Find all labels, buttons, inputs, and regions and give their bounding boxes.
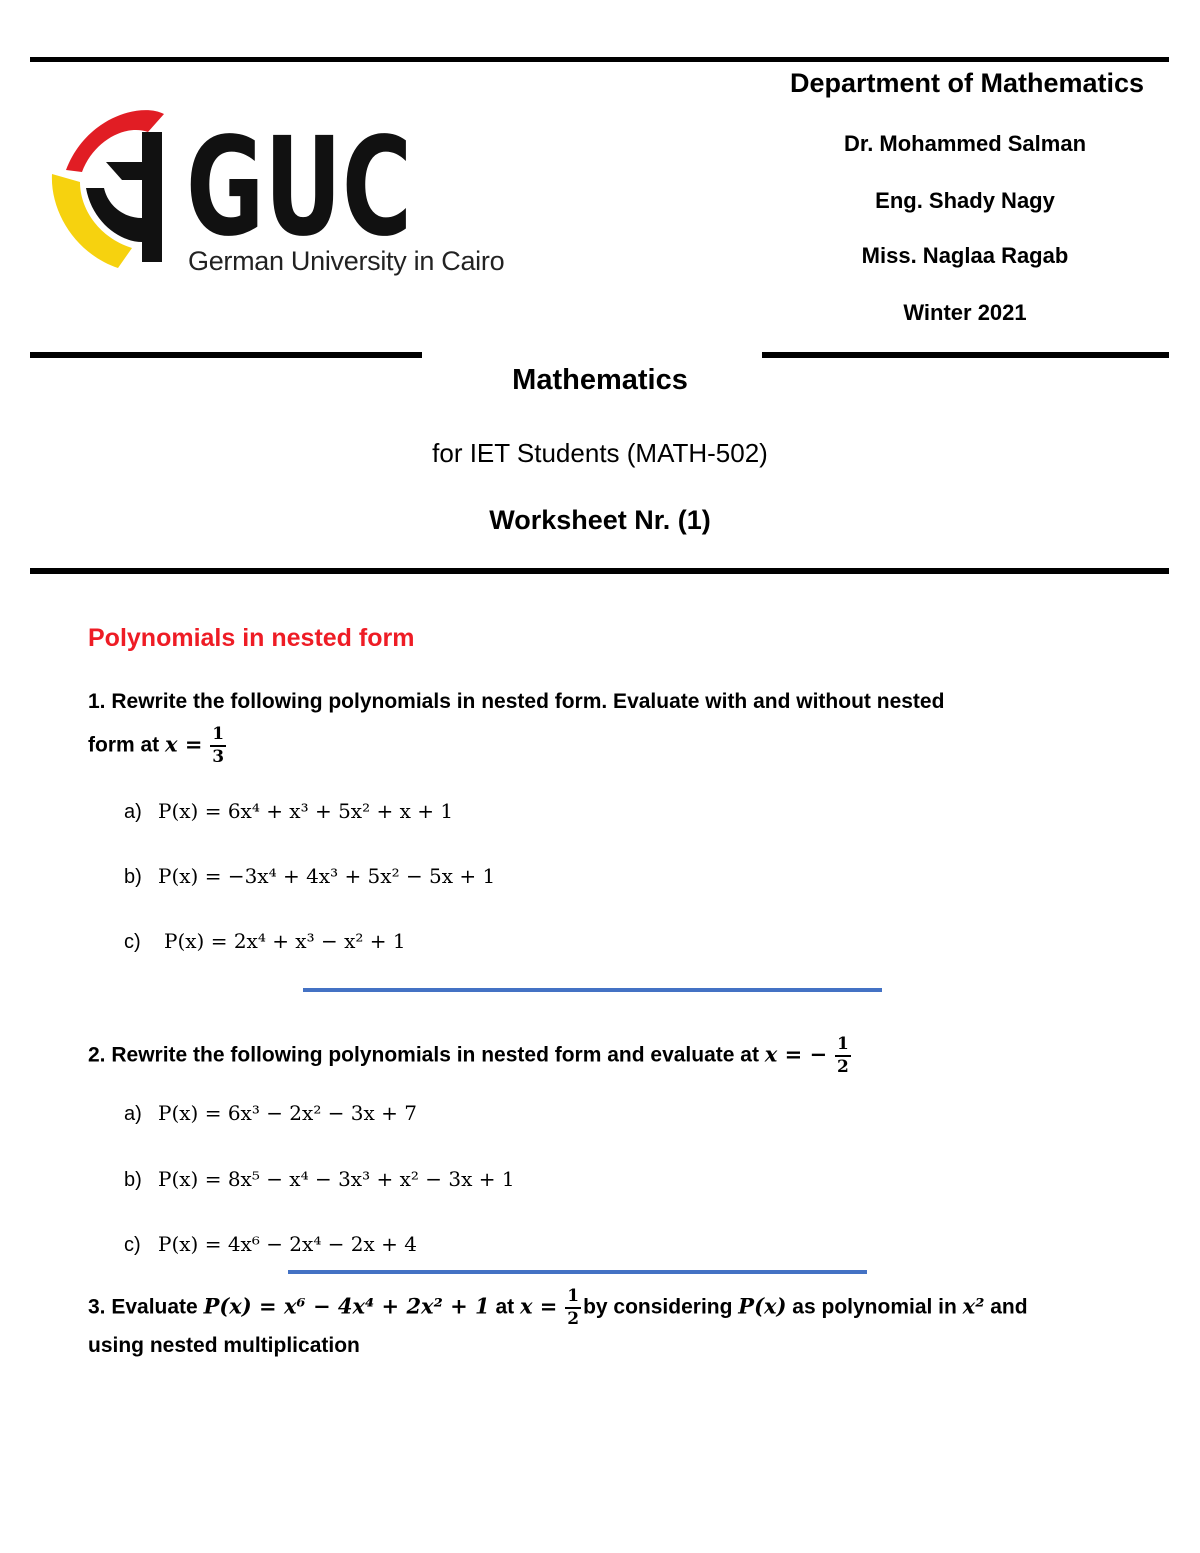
question-3-text-c: by considering <box>583 1295 739 1319</box>
term-label: Winter 2021 <box>903 300 1027 325</box>
question-2-item-b <box>124 1167 515 1192</box>
item-expression: P(x) = 6x³ − 2x² − 3x + 7 <box>158 1101 418 1125</box>
staff-name-1: Dr. Mohammed Salman <box>843 131 1087 156</box>
section-heading: Polynomials in nested form <box>88 624 415 652</box>
item-expression: P(x) = 6x⁴ + x³ + 5x² + x + 1 <box>158 799 454 823</box>
question-3-text-d: as polynomial in <box>786 1295 963 1319</box>
item-label: a) <box>124 801 142 823</box>
mid-rule-left <box>30 352 422 358</box>
question-1-math: x = <box>165 731 203 757</box>
question-2-fraction <box>835 1036 851 1076</box>
bottom-header-rule <box>30 568 1169 574</box>
item-label: a) <box>124 1103 142 1125</box>
question-3-text-b: at <box>489 1295 520 1319</box>
staff-name-2: Eng. Shady Nagy <box>875 188 1055 213</box>
question-1-line-2 <box>88 726 228 766</box>
question-1-line-1: 1. Rewrite the following polynomials in nested form. Evaluate with and without nested <box>88 690 945 713</box>
department-title: Department of Mathematics <box>789 68 1145 98</box>
question-2-item-c <box>124 1232 417 1257</box>
subject-title: Mathematics <box>512 364 688 396</box>
item-expression: P(x) = 8x⁵ − x⁴ − 3x³ + x² − 3x + 1 <box>158 1167 515 1191</box>
item-expression: P(x) = −3x⁴ + 4x³ + 5x² − 5x + 1 <box>158 864 496 888</box>
logo-wordmark: GUC <box>186 109 412 267</box>
fraction-numerator: 1 <box>565 1288 581 1309</box>
fraction-denominator: 2 <box>567 1309 580 1329</box>
course-title: for IET Students (MATH-502) <box>432 438 768 468</box>
fraction-denominator: 2 <box>836 1057 849 1077</box>
question-3-math-x2: x² <box>962 1293 985 1319</box>
separator-rule-1 <box>303 988 882 992</box>
question-3-fraction <box>565 1288 581 1328</box>
item-expression: P(x) = 2x⁴ + x³ − x² + 1 <box>164 929 406 953</box>
question-3-text-e: and <box>984 1295 1028 1319</box>
question-3-line-1 <box>88 1288 1028 1328</box>
question-3-math-p: P(x) <box>738 1293 787 1319</box>
item-label: b) <box>124 1169 142 1191</box>
question-3-line-2: using nested multiplication <box>88 1334 360 1357</box>
fraction-denominator: 3 <box>212 747 225 767</box>
top-rule <box>30 57 1169 62</box>
question-1-item-c <box>124 929 406 954</box>
item-label: c) <box>124 1234 141 1256</box>
question-1-item-a <box>124 799 453 824</box>
question-3-math-x: x = <box>519 1293 558 1319</box>
fraction-numerator: 1 <box>835 1036 851 1057</box>
separator-rule-2 <box>288 1270 867 1274</box>
question-2-text: 2. Rewrite the following polynomials in nested form and evaluate at <box>88 1043 765 1067</box>
mid-rule-right <box>762 352 1169 358</box>
question-2-item-a <box>124 1101 417 1126</box>
question-3-text-a: 3. Evaluate <box>88 1295 204 1319</box>
question-3-polynomial: P(x) = x⁶ − 4x⁴ + 2x² + 1 <box>203 1293 490 1319</box>
item-expression: P(x) = 4x⁶ − 2x⁴ − 2x + 4 <box>158 1232 418 1256</box>
worksheet-title: Worksheet Nr. (1) <box>489 505 711 535</box>
question-1-text: form at <box>88 733 166 757</box>
question-2-math: x = − <box>764 1041 828 1067</box>
question-1-item-b <box>124 864 495 889</box>
fraction-numerator: 1 <box>210 726 226 747</box>
staff-name-3: Miss. Naglaa Ragab <box>861 243 1069 268</box>
item-label: c) <box>124 931 141 953</box>
item-label: b) <box>124 866 142 888</box>
question-2-line <box>88 1036 853 1076</box>
logo-caption: German University in Cairo <box>188 246 505 276</box>
question-1-fraction <box>210 726 226 766</box>
